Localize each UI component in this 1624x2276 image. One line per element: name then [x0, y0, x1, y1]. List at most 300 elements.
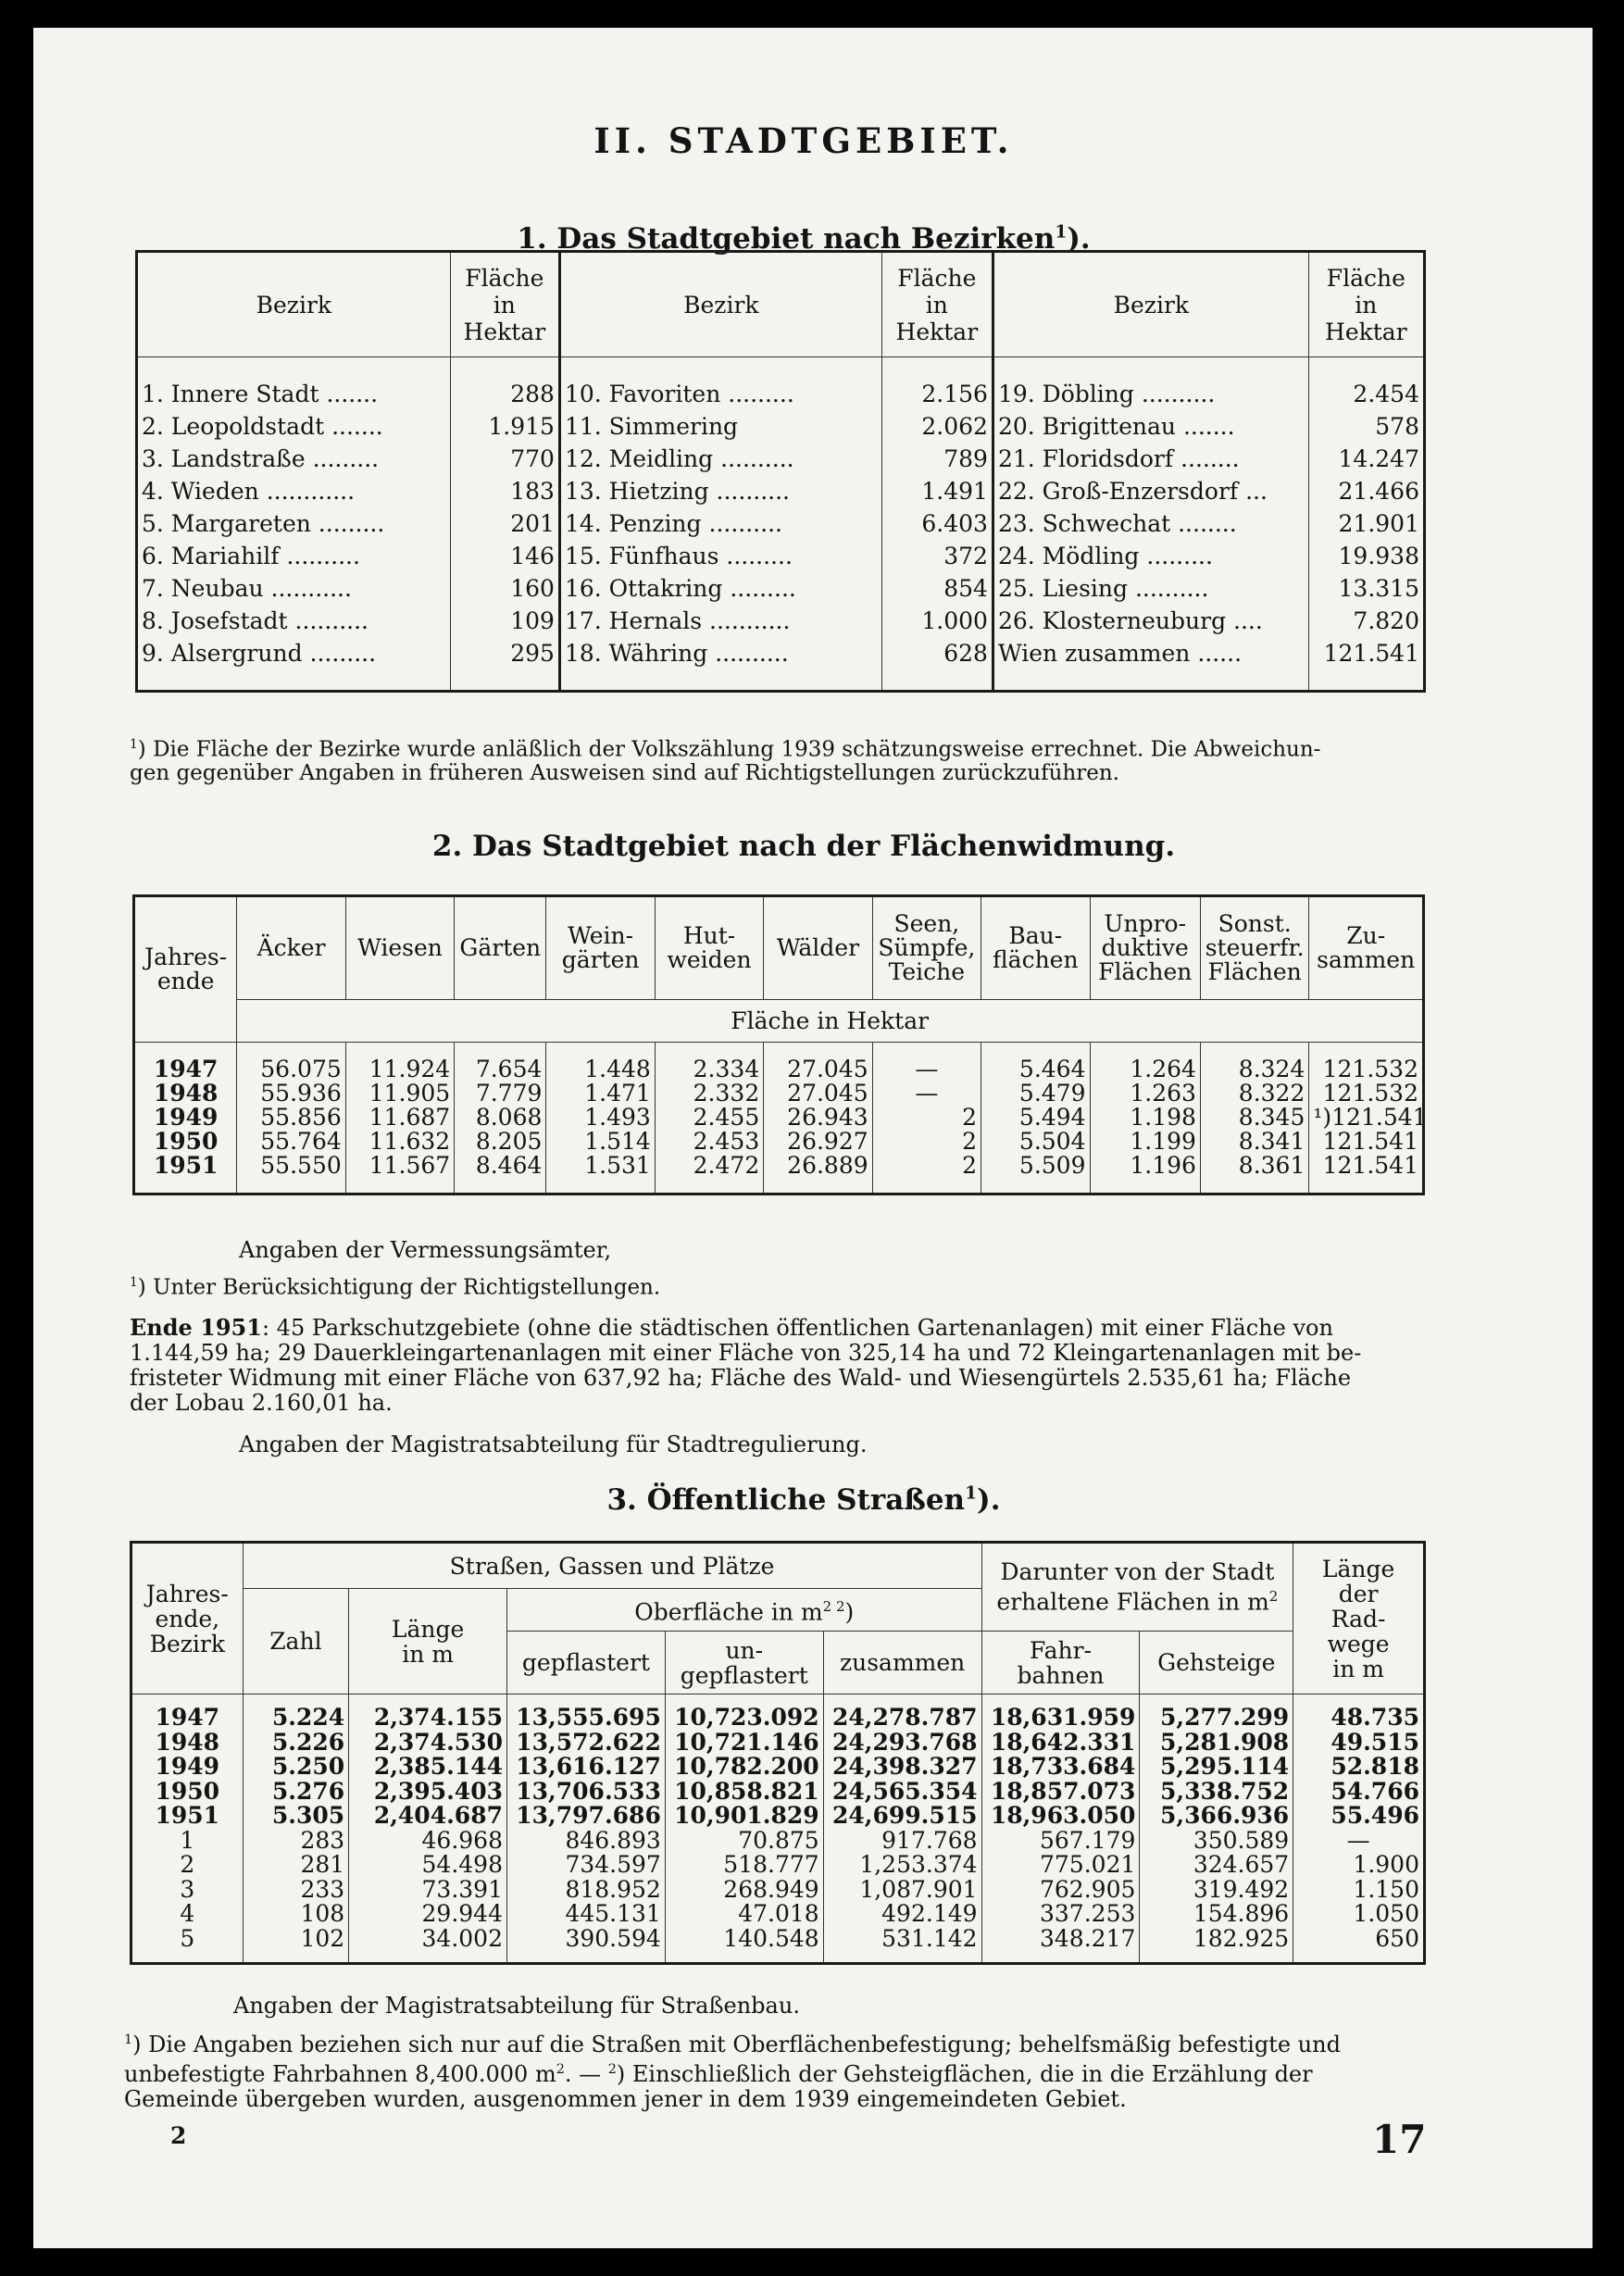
bezirk-flaeche: 121.541 [1323, 640, 1419, 667]
bezirk-name [993, 475, 1308, 507]
leader-dots: ......... [720, 381, 794, 407]
table-cell: 283 [243, 1829, 349, 1854]
table-cell: 5,277.299 [1140, 1706, 1293, 1731]
table-cell: 154.896 [1140, 1902, 1293, 1927]
bezirk-label: 23. Schwechat [997, 510, 1171, 537]
table-cell: 324.657 [1140, 1853, 1293, 1878]
table-cell: 10,901.829 [665, 1804, 823, 1829]
bezirk-flaeche: 2.454 [1353, 381, 1419, 407]
table-cell: — [1346, 1826, 1370, 1854]
bezirk-flaeche: 2.156 [881, 378, 993, 410]
table-cell: 121.541 [1322, 1152, 1418, 1179]
table-cell: 846.893 [507, 1829, 666, 1854]
bezirk-row [137, 540, 1425, 572]
table-cell: 1.531 [546, 1154, 655, 1178]
bezirk-name [993, 637, 1308, 669]
bezirk-name [137, 378, 451, 410]
table-cell: 26.889 [764, 1154, 872, 1178]
bezirk-flaeche: 13.315 [1338, 575, 1419, 602]
page-number: 17 [1372, 2117, 1427, 2162]
leader-dots: ........... [263, 575, 352, 602]
row-bezirk: 3 [131, 1878, 244, 1903]
bezirk-flaeche: 295 [450, 637, 559, 669]
table-cell: 1.050 [1353, 1900, 1419, 1927]
table-row [134, 1082, 1424, 1106]
table-cell: 27.045 [764, 1082, 872, 1106]
table-row [131, 1927, 1425, 1952]
row-bezirk: 1 [131, 1829, 244, 1854]
table-cell: 8.205 [455, 1130, 546, 1154]
bezirk-flaeche: 21.466 [1338, 478, 1419, 505]
bezirk-label: 9. Alsergrund [142, 640, 303, 667]
table-cell: 2 [872, 1130, 981, 1154]
leader-dots: ....... [319, 381, 379, 407]
bezirk-name [993, 410, 1308, 443]
table-cell: 2 [872, 1154, 981, 1178]
table-cell: 337.253 [981, 1902, 1140, 1927]
table-cell: 8.324 [1200, 1057, 1308, 1082]
table-cell: 2,385.144 [349, 1755, 507, 1780]
leader-dots: .......... [707, 640, 789, 667]
bezirk-flaeche: 288 [450, 378, 559, 410]
table-cell: 319.492 [1140, 1878, 1293, 1903]
table-cell: 8.341 [1200, 1130, 1308, 1154]
table-cell: 5.226 [243, 1731, 349, 1756]
col-zahl: Zahl [243, 1589, 349, 1694]
row-year: 1949 [131, 1755, 244, 1780]
table-cell: 518.777 [665, 1853, 823, 1878]
bezirk-row [137, 507, 1425, 540]
table-cell: 7.654 [455, 1057, 546, 1082]
bezirk-label: 6. Mariahilf [142, 543, 280, 569]
col-aecker: Äcker [237, 896, 345, 1000]
bezirk-label: 4. Wieden [142, 478, 259, 505]
table-cell: 2.332 [655, 1082, 763, 1106]
table-cell: 1.493 [546, 1106, 655, 1130]
table-cell: 1.900 [1353, 1851, 1419, 1878]
bezirk-name [137, 410, 451, 443]
leader-dots: .......... [713, 445, 794, 472]
bezirk-name [559, 637, 881, 669]
bezirk-flaeche: 6.403 [881, 507, 993, 540]
table-cell: 55.496 [1330, 1802, 1419, 1829]
table-row [131, 1853, 1425, 1878]
bezirk-name [137, 475, 451, 507]
bezirk-name [137, 572, 451, 605]
table-cell: 5.276 [243, 1780, 349, 1805]
table-strassen [130, 1541, 1426, 1965]
table-cell: 2.455 [655, 1106, 763, 1130]
bezirk-label: 11. Simmering [564, 413, 739, 440]
leader-dots: .......... [701, 510, 782, 537]
col-weingaerten: Wein- gärten [546, 896, 655, 1000]
table-cell: 1.514 [546, 1130, 655, 1154]
table-row [131, 1731, 1425, 1756]
bezirk-name [559, 507, 881, 540]
bezirk-flaeche: 578 [1375, 413, 1419, 440]
bezirk-name [137, 605, 451, 637]
col-flaeche-2: Fläche in Hektar [881, 252, 993, 357]
col-jahresende-bezirk: Jahres- ende, Bezirk [131, 1543, 244, 1694]
table-cell: 48.735 [1330, 1704, 1419, 1731]
col-bezirk-1: Bezirk [137, 252, 451, 357]
table-cell: 55.936 [237, 1082, 345, 1106]
col-gepflastert: gepflastert [507, 1632, 666, 1694]
col-unproduktive: Unpro- duktive Flächen [1090, 896, 1200, 1000]
table-cell: 5.224 [243, 1706, 349, 1731]
group-oberflaeche: Oberfläche in $m^{2 2}$) [507, 1589, 982, 1632]
leader-dots: ....... [1176, 413, 1235, 440]
table-cell: 268.949 [665, 1878, 823, 1903]
table-cell: 1,087.901 [823, 1878, 981, 1903]
table-cell: 102 [243, 1927, 349, 1952]
bezirk-label: 20. Brigittenau [997, 413, 1176, 440]
table-row [131, 1878, 1425, 1903]
section-1-title: 1. Das Stadtgebiet nach Bezirken$^1$). [517, 222, 1091, 256]
source-strassenbau: Angaben der Magistratsabteilung für Straßenbau. [233, 1993, 800, 2019]
table-cell: 27.045 [764, 1057, 872, 1082]
table-cell: 24,278.787 [823, 1706, 981, 1731]
table-cell: 18,733.684 [981, 1755, 1140, 1780]
table-cell: 2,404.687 [349, 1804, 507, 1829]
bezirk-label: 26. Klosterneuburg [997, 607, 1227, 634]
col-laenge: Länge in m [349, 1589, 507, 1694]
table-cell: 348.217 [981, 1927, 1140, 1952]
col-flaeche-1: Fläche in Hektar [450, 252, 559, 357]
bezirk-row [137, 410, 1425, 443]
col-bezirk-3: Bezirk [993, 252, 1308, 357]
table-cell: 1.196 [1090, 1154, 1200, 1178]
table-cell: 1.150 [1353, 1875, 1419, 1903]
table-cell: 18,631.959 [981, 1706, 1140, 1731]
table-cell: 1.448 [546, 1057, 655, 1082]
table-cell: 2 [872, 1106, 981, 1130]
table-cell: 24,565.354 [823, 1780, 981, 1805]
table-row [134, 1106, 1424, 1130]
col-bezirk-2: Bezirk [559, 252, 881, 357]
table-cell: 1.264 [1090, 1057, 1200, 1082]
table-row [131, 1829, 1425, 1854]
table-cell: 24,699.515 [823, 1804, 981, 1829]
table-cell: 5.305 [243, 1804, 349, 1829]
bezirk-name [559, 410, 881, 443]
ende-1951-paragraph: Ende 1951: 45 Parkschutzgebiete (ohne die städtischen öffentlichen Gartenanlagen) mit einer Fläche von 1.144,59 ha; 29 Dauerkleingartenanlagen mit einer Fläche von 325,14 ha und 72 Kleingartenanlagen mit be- fristeter Widmung mit einer Fläche von 637,92 ha; Fläche des Wald- und Wiesengürtels 2.535,61 ha; Fläche der Lobau 2.160,01 ha. [130, 1314, 1362, 1416]
table-cell: 390.594 [507, 1927, 666, 1952]
table-cell: 1.263 [1090, 1082, 1200, 1106]
leader-dots: .......... [1133, 381, 1216, 407]
table-row [131, 1706, 1425, 1731]
col-fahrbahnen: Fahr- bahnen [981, 1632, 1140, 1694]
bezirk-flaeche: 1.491 [881, 475, 993, 507]
row-year: 1951 [131, 1804, 244, 1829]
bezirk-row [137, 378, 1425, 410]
leader-dots: ........ [1173, 445, 1240, 472]
table-cell: 2,395.403 [349, 1780, 507, 1805]
table-cell: 1,253.374 [823, 1853, 981, 1878]
table-cell: 5.464 [981, 1057, 1090, 1082]
table-cell: 492.149 [823, 1902, 981, 1927]
row-year: 1951 [134, 1154, 237, 1178]
row-year: 1950 [131, 1780, 244, 1805]
bezirk-label: 24. Mödling [997, 543, 1140, 569]
table-cell: 11.632 [345, 1130, 454, 1154]
leader-dots: .......... [279, 543, 360, 569]
row-year: 1948 [134, 1082, 237, 1106]
table-cell: 18,642.331 [981, 1731, 1140, 1756]
leader-dots: ........ [1170, 510, 1237, 537]
table-cell: 121.541 [1322, 1128, 1418, 1155]
bezirk-flaeche: 2.062 [881, 410, 993, 443]
bezirk-flaeche: 183 [450, 475, 559, 507]
group-strassen: Straßen, Gassen und Plätze [243, 1543, 981, 1589]
table-cell: 13,572.622 [507, 1731, 666, 1756]
table-cell: 13,616.127 [507, 1755, 666, 1780]
col-hutweiden: Hut- weiden [655, 896, 763, 1000]
table-cell: 55.856 [237, 1106, 345, 1130]
table-cell: 5,281.908 [1140, 1731, 1293, 1756]
table-cell: 1.471 [546, 1082, 655, 1106]
table-flaechenwidmung [132, 894, 1428, 1195]
bezirk-name [559, 475, 881, 507]
table-cell: 46.968 [349, 1829, 507, 1854]
table-cell: 121.532 [1322, 1080, 1418, 1107]
table-cell: 13,706.533 [507, 1780, 666, 1805]
leader-dots: ......... [1139, 543, 1213, 569]
bezirk-name [993, 507, 1308, 540]
leader-dots: ......... [718, 543, 793, 569]
bezirk-flaeche: 201 [450, 507, 559, 540]
table-cell: 34.002 [349, 1927, 507, 1952]
bezirk-label: 19. Döbling [997, 381, 1134, 407]
table-cell: — [872, 1082, 981, 1106]
bezirk-label: 16. Ottakring [564, 575, 723, 602]
leader-dots: ........... [702, 607, 791, 634]
table-cell: 650 [1375, 1924, 1419, 1952]
table-cell: 47.018 [665, 1902, 823, 1927]
table-cell: 70.875 [665, 1829, 823, 1854]
bezirk-row [137, 605, 1425, 637]
table-cell: 13,555.695 [507, 1706, 666, 1731]
table-cell: 8.322 [1200, 1082, 1308, 1106]
bezirk-label: 14. Penzing [564, 510, 702, 537]
table-cell: ¹)121.541 [1313, 1104, 1428, 1131]
bezirk-label: 10. Favoriten [564, 381, 721, 407]
col-seen: Seen, Sümpfe, Teiche [872, 896, 981, 1000]
bezirk-label: 18. Währing [564, 640, 708, 667]
bezirk-flaeche: 854 [881, 572, 993, 605]
leader-dots: .......... [1128, 575, 1209, 602]
table-cell: 8.361 [1200, 1154, 1308, 1178]
table-cell: 11.905 [345, 1082, 454, 1106]
table-cell: 11.567 [345, 1154, 454, 1178]
table-cell: 55.764 [237, 1130, 345, 1154]
row-bezirk: 5 [131, 1927, 244, 1952]
document-page [33, 28, 1593, 2248]
col-sonst: Sonst. steuerfr. Flächen [1200, 896, 1308, 1000]
table-row [134, 1130, 1424, 1154]
bezirk-name [559, 443, 881, 475]
bezirk-label: 3. Landstraße [142, 445, 306, 472]
bezirk-row [137, 572, 1425, 605]
table-cell: 121.532 [1322, 1056, 1418, 1082]
col-gehsteige: Gehsteige [1140, 1632, 1293, 1694]
table-row [131, 1780, 1425, 1805]
bezirk-name [993, 540, 1308, 572]
table-bezirke [135, 250, 1426, 693]
table-cell: 2.334 [655, 1057, 763, 1082]
bezirk-flaeche: 19.938 [1338, 543, 1419, 569]
table-cell: 10,721.146 [665, 1731, 823, 1756]
bezirk-flaeche: 1.915 [450, 410, 559, 443]
table-cell: 734.597 [507, 1853, 666, 1878]
bezirk-label: Wien zusammen [997, 640, 1191, 667]
group-darunter: Darunter von der Stadt erhaltene Flächen in $m^2$ [981, 1543, 1293, 1632]
table-cell: 26.927 [764, 1130, 872, 1154]
bezirk-flaeche: 1.000 [881, 605, 993, 637]
row-year: 1947 [131, 1706, 244, 1731]
leader-dots: ...... [1190, 640, 1243, 667]
table-cell: 1.198 [1090, 1106, 1200, 1130]
leader-dots: ......... [305, 445, 380, 472]
table-cell: 52.818 [1330, 1753, 1419, 1780]
table-cell: 13,797.686 [507, 1804, 666, 1829]
table-cell: 10,858.821 [665, 1780, 823, 1805]
col-waelder: Wälder [764, 896, 872, 1000]
table-cell: 140.548 [665, 1927, 823, 1952]
bezirk-label: 5. Margareten [142, 510, 311, 537]
bezirk-flaeche: 7.820 [1353, 607, 1419, 634]
table-cell: 10,782.200 [665, 1755, 823, 1780]
bezirk-flaeche: 789 [881, 443, 993, 475]
table-cell: 182.925 [1140, 1927, 1293, 1952]
row-year: 1948 [131, 1731, 244, 1756]
table-cell: 18,963.050 [981, 1804, 1140, 1829]
row-year: 1949 [134, 1106, 237, 1130]
bezirk-name [559, 572, 881, 605]
table-cell: 24,293.768 [823, 1731, 981, 1756]
bezirk-flaeche: 146 [450, 540, 559, 572]
table-cell: 567.179 [981, 1829, 1140, 1854]
bezirk-name [993, 378, 1308, 410]
col-flaeche-3: Fläche in Hektar [1308, 252, 1424, 357]
table-cell: 5.494 [981, 1106, 1090, 1130]
row-bezirk: 2 [131, 1853, 244, 1878]
bezirk-row [137, 637, 1425, 669]
bezirk-name [993, 443, 1308, 475]
col-ungepflastert: un- gepflastert [665, 1632, 823, 1694]
table-cell: 818.952 [507, 1878, 666, 1903]
table-cell: 5.504 [981, 1130, 1090, 1154]
table-cell: 8.068 [455, 1106, 546, 1130]
bezirk-name [559, 605, 881, 637]
leader-dots: ......... [302, 640, 377, 667]
table-cell: 55.550 [237, 1154, 345, 1178]
bezirk-name [137, 540, 451, 572]
bezirk-flaeche: 770 [450, 443, 559, 475]
table-cell: 56.075 [237, 1057, 345, 1082]
bezirk-name [559, 540, 881, 572]
page-heading: II. STADTGEBIET. [593, 120, 1014, 161]
table-cell: 5,366.936 [1140, 1804, 1293, 1829]
leader-dots: .......... [708, 478, 791, 505]
col-jahresende: Jahres- ende [134, 896, 237, 1043]
table-cell: 350.589 [1140, 1829, 1293, 1854]
table-row [131, 1902, 1425, 1927]
leader-dots: .... [1226, 607, 1263, 634]
footnote-strassen: $^1$) Die Angaben beziehen sich nur auf die Straßen mit Oberflächenbefestigung; behelfsmäßig befestigte und unbefestigte Fahrbahnen 8,400.000 $m^2$. — $^2$) Einschließlich der Gehsteigflächen, die in die Erzählung der Gemeinde übergeben wurden, ausgenommen jener in dem 1939 eingemeindeten Gebiet. [124, 2032, 1341, 2112]
table-cell: 5.509 [981, 1154, 1090, 1178]
bezirk-label: 8. Josefstadt [142, 607, 288, 634]
table-cell: 281 [243, 1853, 349, 1878]
table-cell: 54.498 [349, 1853, 507, 1878]
source-stadtregulierung: Angaben der Magistratsabteilung für Stadtregulierung. [239, 1432, 868, 1457]
bezirk-label: 15. Fünfhaus [564, 543, 719, 569]
bezirk-label: 17. Hernals [564, 607, 703, 634]
leader-dots: ............ [258, 478, 356, 505]
bezirk-name [137, 443, 451, 475]
table-cell: 762.905 [981, 1878, 1140, 1903]
table-row [134, 1057, 1424, 1082]
table-row [131, 1804, 1425, 1829]
table-cell: 2,374.155 [349, 1706, 507, 1731]
bezirk-flaeche: 628 [881, 637, 993, 669]
bezirk-flaeche: 21.901 [1338, 510, 1419, 537]
table-cell: 29.944 [349, 1902, 507, 1927]
table-cell: 2.453 [655, 1130, 763, 1154]
table-row [131, 1755, 1425, 1780]
table-cell: 233 [243, 1878, 349, 1903]
signature-mark: 2 [170, 2122, 187, 2149]
table-cell: 11.687 [345, 1106, 454, 1130]
table-cell: — [872, 1057, 981, 1082]
bezirk-name [993, 572, 1308, 605]
bezirk-name [993, 605, 1308, 637]
leader-dots: ......... [722, 575, 796, 602]
bezirk-label: 1. Innere Stadt [142, 381, 319, 407]
table-cell: 445.131 [507, 1902, 666, 1927]
row-year: 1947 [134, 1057, 237, 1082]
bezirk-label: 13. Hietzing [564, 478, 709, 505]
col-bauflaechen: Bau- flächen [981, 896, 1090, 1000]
bezirk-label: 12. Meidling [564, 445, 714, 472]
bezirk-flaeche: 109 [450, 605, 559, 637]
section-3-title: 3. Öffentliche Straßen$^1$). [606, 1483, 1001, 1517]
table-cell: 1.199 [1090, 1130, 1200, 1154]
unit-label: Fläche in Hektar [237, 1000, 1424, 1043]
bezirk-name [559, 378, 881, 410]
bezirk-label: 22. Groß-Enzersdorf [997, 478, 1239, 505]
col-zusammen: zusammen [823, 1632, 981, 1694]
bezirk-flaeche: 160 [450, 572, 559, 605]
table-cell: 2,374.530 [349, 1731, 507, 1756]
row-bezirk: 4 [131, 1902, 244, 1927]
bezirk-name [137, 637, 451, 669]
bezirk-label: 7. Neubau [142, 575, 264, 602]
table-cell: 10,723.092 [665, 1706, 823, 1731]
footnote-richtigstellung: $^1$) Unter Berücksichtigung der Richtigstellungen. [130, 1275, 661, 1300]
table-cell: 5,338.752 [1140, 1780, 1293, 1805]
table-cell: 5.479 [981, 1082, 1090, 1106]
col-radwege: Länge der Rad- wege in m [1293, 1543, 1425, 1694]
table-cell: 11.924 [345, 1057, 454, 1082]
section-2-title: 2. Das Stadtgebiet nach der Flächenwidmung. [431, 830, 1176, 863]
table-cell: 54.766 [1330, 1777, 1419, 1805]
leader-dots: ... [1238, 478, 1268, 505]
table-cell: 5.250 [243, 1755, 349, 1780]
table-cell: 49.515 [1330, 1728, 1419, 1756]
leader-dots: ....... [324, 413, 383, 440]
table-cell: 18,857.073 [981, 1780, 1140, 1805]
